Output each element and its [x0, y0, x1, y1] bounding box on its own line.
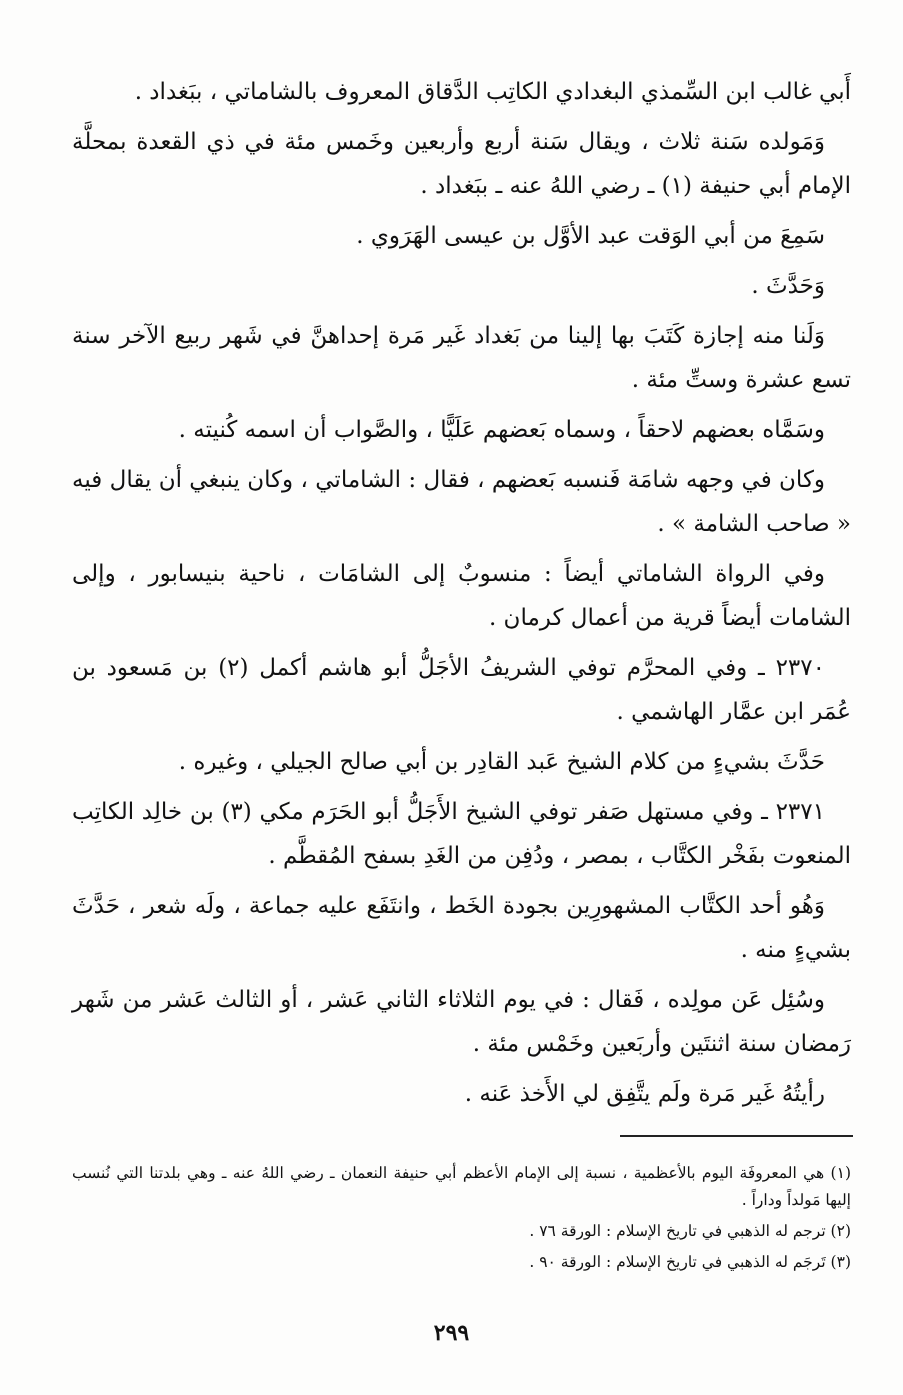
paragraph-2: وَمَولده سَنة ثلاث ، ويقال سَنة أربع وأربعين وخَمس مئة في ذي القعدة بمحلَّة الإمام أبي حنيفة (١) ـ رضي اللهُ عنه ـ ببَغداد . — [72, 129, 851, 199]
paragraph-8: وفي الرواة الشاماتي أيضاً : منسوبٌ إلى الشامَات ، ناحية بنيسابور ، وإلى الشامات أيضاً قرية من أعمال كرمان . — [72, 561, 851, 631]
paragraph-3: سَمِعَ من أبي الوَقت عبد الأوَّل بن عيسى الهَرَوي . — [356, 223, 825, 249]
entry-2370: ٢٣٧٠ ـ وفي المحرَّم توفي الشريفُ الأجَلُّ أبو هاشم أكمل (٢) بن مَسعود بن عُمَر ابن عمَّار الهاشمي . — [72, 655, 851, 725]
footnote-1: (١) هي المعروفَة اليوم بالأعظمية ، نسبة إلى الإمام الأعظم أبي حنيفة النعمان ـ رضي اللهُ عنه ـ وهي بلدتنا التي نُنسب إليها مَولداً وداراً . — [72, 1164, 851, 1209]
main-text — [72, 70, 851, 1122]
entry-2371: ٢٣٧١ ـ وفي مستهل صَفر توفي الشيخ الأَجَلُّ أبو الحَرَم مكي (٣) بن خالِد الكاتِب المنعوت بفَخْر الكتَّاب ، بمصر ، ودُفِن من الغَدِ بسفح المُقطَّم . — [72, 799, 851, 869]
footnotes — [72, 1160, 851, 1280]
footnote-2: (٢) ترجم له الذهبي في تاريخ الإسلام : الورقة ٧٦ . — [529, 1222, 851, 1240]
paragraph-14: رأيتُهُ غَير مَرة ولَم يتَّفِق لي الأَخذ عَنه . — [464, 1081, 825, 1107]
paragraph-5: وَلَنا منه إجازة كَتَبَ بها إلينا من بَغداد غَير مَرة إحداهنَّ في شَهر ربيع الآخر سنة تسع عشرة وستِّ مئة . — [72, 323, 851, 393]
paragraph-13: وسُئِل عَن مولِده ، فَقال : في يوم الثلاثاء الثاني عَشر ، أو الثالث عَشر من شَهر رَمضان سنة اثنتَين وأربَعين وخَمْس مئة . — [72, 987, 851, 1057]
paragraph-1: أَبي غالب ابن السِّمذي البغدادي الكاتِب الدَّقاق المعروف بالشاماتي ، ببَغداد . — [134, 79, 851, 105]
paragraph-6: وسَمَّاه بعضهم لاحقاً ، وسماه بَعضهم عَلَيًّا ، والصَّواب أن اسمه كُنيته . — [178, 417, 825, 443]
footnote-3: (٣) تَرجَم له الذهبي في تاريخ الإسلام : الورقة ٩٠ . — [529, 1253, 851, 1271]
paragraph-10: حَدَّثَ بشيءٍ من كلام الشيخ عَبد القادِر بن أبي صالح الجيلي ، وغيره . — [178, 749, 825, 775]
footnote-divider — [620, 1135, 853, 1137]
page-number: ٢٩٩ — [433, 1320, 470, 1346]
paragraph-4: وَحَدَّثَ . — [751, 273, 825, 299]
paragraph-12: وَهُو أحد الكتَّاب المشهورِين بجودة الخَط ، وانتَفَع عليه جماعة ، ولَه شعر ، حَدَّثَ بشيءٍ منه . — [72, 893, 851, 963]
paragraph-7: وكان في وجهه شامَة فَنسبه بَعضهم ، فقال : الشاماتي ، وكان ينبغي أن يقال فيه « صاحب الشامة » . — [72, 467, 851, 537]
